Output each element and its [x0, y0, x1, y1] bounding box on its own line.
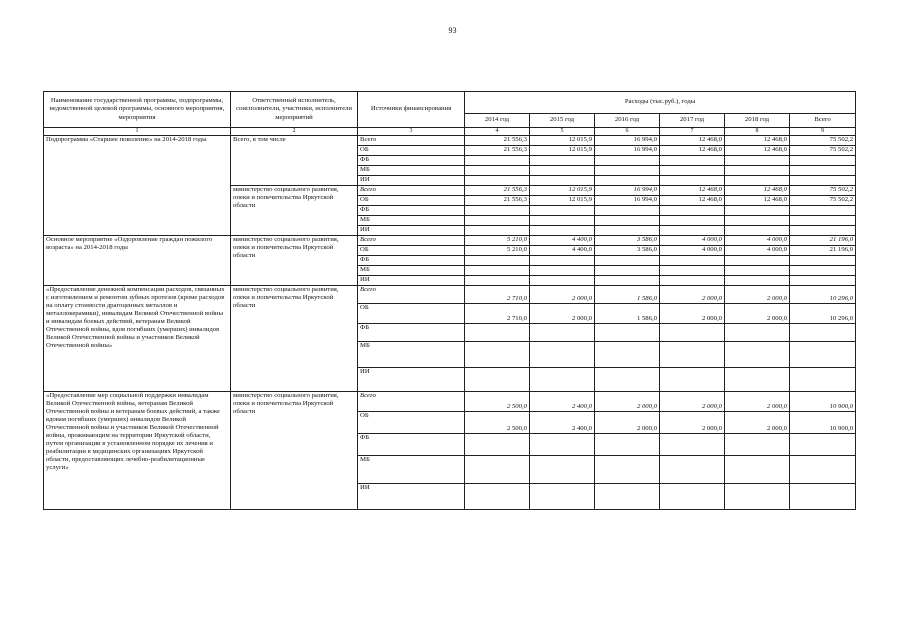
value-cell: 4 000,0 — [725, 246, 790, 256]
header-year: 2018 год — [725, 114, 790, 128]
source-total: Всего — [358, 236, 465, 246]
executor-cell: министерство социального развития, опеки и попечительства Иркутской области — [231, 186, 358, 236]
value-cell: 2 400,0 — [530, 392, 595, 412]
source-total: Всего — [358, 286, 465, 304]
source-total: Всего — [358, 392, 465, 412]
value-cell: 2 710,0 — [465, 304, 530, 324]
column-number: 5 — [530, 128, 595, 136]
value-cell: 4 000,0 — [660, 246, 725, 256]
value-cell: 4 400,0 — [530, 246, 595, 256]
value-cell: 12 468,0 — [660, 136, 725, 146]
column-number: 7 — [660, 128, 725, 136]
value-cell: 12 015,9 — [530, 136, 595, 146]
value-cell: 21 196,0 — [790, 236, 856, 246]
measure-name: «Предоставление денежной компенсации расходов, связанных с изготовлением и ремонтом зубных протезов (кроме расходов на оплату стоимости драгоценных металлов и металлокерамики), инвалидам Великой Отечественной войны и инвалидам боевых действий, ветеранам Великой Отечественной войны, вдов погибших (умерших) инвалидов Великой Отечественной войны и участников Великой Отечественной войны» — [44, 286, 231, 392]
value-cell: 75 502,2 — [790, 196, 856, 206]
value-cell: 2 000,0 — [595, 392, 660, 412]
source-fb: ФБ — [358, 206, 465, 216]
value-cell: 12 468,0 — [660, 196, 725, 206]
source-mb: МБ — [358, 266, 465, 276]
measure-name: «Предоставление мер социальной поддержки инвалидам Великой Отечественной войны, ветеранам Великой Отечественной войны и ветеранам боевых действий, а также вдовам погибших (умерших) инвалидов Великой Отечественной войны и участников Великой Отечественной войны, проживающим на территории Иркутской области, путем организации в установленном порядке их лечения и реабилитации в медицинских организациях Иркутской области, предоставляющих лечебно-реабилитационные услуги» — [44, 392, 231, 510]
table-row — [44, 236, 856, 246]
value-cell: 5 210,0 — [465, 236, 530, 246]
column-number: 4 — [465, 128, 530, 136]
source-ii: ИИ — [358, 176, 465, 186]
value-cell: 2 000,0 — [660, 392, 725, 412]
value-cell: 16 994,0 — [595, 186, 660, 196]
value-cell: 4 000,0 — [660, 236, 725, 246]
page-number: 93 — [448, 26, 457, 35]
source-fb: ФБ — [358, 434, 465, 456]
value-cell: 3 586,0 — [595, 246, 660, 256]
value-cell: 10 296,0 — [790, 304, 856, 324]
value-cell: 21 196,0 — [790, 246, 856, 256]
source-ii: ИИ — [358, 226, 465, 236]
value-cell: 2 000,0 — [530, 304, 595, 324]
value-cell: 3 586,0 — [595, 236, 660, 246]
column-number: 6 — [595, 128, 660, 136]
table-row — [44, 392, 856, 412]
value-cell: 2 000,0 — [725, 412, 790, 434]
value-cell: 4 400,0 — [530, 236, 595, 246]
value-cell: 4 000,0 — [725, 236, 790, 246]
value-cell: 10 900,0 — [790, 392, 856, 412]
value-cell: 2 000,0 — [530, 286, 595, 304]
value-cell: 16 994,0 — [595, 146, 660, 156]
source-mb: МБ — [358, 456, 465, 484]
source-fb: ФБ — [358, 256, 465, 266]
column-number: 3 — [358, 128, 465, 136]
column-number: 8 — [725, 128, 790, 136]
value-cell: 21 556,3 — [465, 136, 530, 146]
source-ob: ОБ — [358, 412, 465, 434]
source-total: Всего — [358, 136, 465, 146]
source-ob: ОБ — [358, 146, 465, 156]
source-ob: ОБ — [358, 304, 465, 324]
value-cell: 2 000,0 — [660, 412, 725, 434]
source-ob: ОБ — [358, 196, 465, 206]
value-cell: 75 502,2 — [790, 146, 856, 156]
value-cell: 12 468,0 — [725, 186, 790, 196]
program-name: Подпрограмма «Старшее поколение» на 2014-2018 годы — [44, 136, 231, 236]
header-source: Источники финансирования — [358, 92, 465, 128]
value-cell: 1 586,0 — [595, 286, 660, 304]
executor-cell: Всего, в том числе — [231, 136, 358, 186]
value-cell: 12 468,0 — [660, 186, 725, 196]
value-cell: 12 015,9 — [530, 186, 595, 196]
source-mb: МБ — [358, 342, 465, 368]
value-cell: 16 994,0 — [595, 196, 660, 206]
value-cell: 12 468,0 — [725, 146, 790, 156]
header-executor: Ответственный исполнитель, соисполнители, участники, исполнители мероприятий — [231, 92, 358, 128]
value-cell: 2 000,0 — [660, 304, 725, 324]
value-cell: 21 556,3 — [465, 186, 530, 196]
value-cell: 2 000,0 — [725, 392, 790, 412]
value-cell: 2 500,0 — [465, 412, 530, 434]
source-mb: МБ — [358, 166, 465, 176]
header-expenses: Расходы (тыс.руб.), годы — [465, 92, 856, 114]
value-cell: 2 000,0 — [660, 286, 725, 304]
header-name: Наименование государственной программы, подпрограммы, ведомственной целевой программы, основного мероприятия, мероприятия — [44, 92, 231, 128]
header-year: 2016 год — [595, 114, 660, 128]
table-row — [44, 136, 856, 146]
value-cell: 12 468,0 — [725, 136, 790, 146]
header-year: 2014 год — [465, 114, 530, 128]
source-ob: ОБ — [358, 246, 465, 256]
value-cell: 12 015,9 — [530, 196, 595, 206]
value-cell: 12 468,0 — [725, 196, 790, 206]
budget-table — [43, 91, 856, 510]
table-row — [44, 286, 856, 304]
value-cell: 21 556,3 — [465, 146, 530, 156]
source-total: Всего — [358, 186, 465, 196]
value-cell: 75 502,2 — [790, 186, 856, 196]
value-cell: 12 015,9 — [530, 146, 595, 156]
value-cell: 2 400,0 — [530, 412, 595, 434]
executor-cell: министерство социального развития, опеки и попечительства Иркутской области — [231, 286, 358, 392]
header-year: 2015 год — [530, 114, 595, 128]
source-ii: ИИ — [358, 368, 465, 392]
value-cell: 2 000,0 — [725, 286, 790, 304]
value-cell: 21 556,3 — [465, 196, 530, 206]
value-cell: 5 210,0 — [465, 246, 530, 256]
value-cell: 1 586,0 — [595, 304, 660, 324]
value-cell: 2 710,0 — [465, 286, 530, 304]
header-year-total: Всего — [790, 114, 856, 128]
source-fb: ФБ — [358, 156, 465, 166]
source-ii: ИИ — [358, 484, 465, 510]
source-mb: МБ — [358, 216, 465, 226]
value-cell: 2 500,0 — [465, 392, 530, 412]
column-number-row — [44, 128, 856, 136]
value-cell: 2 000,0 — [595, 412, 660, 434]
measure-name: Основное мероприятие «Оздоровление граждан пожилого возраста» на 2014-2018 годы — [44, 236, 231, 286]
value-cell: 2 000,0 — [725, 304, 790, 324]
value-cell: 10 296,0 — [790, 286, 856, 304]
value-cell: 12 468,0 — [660, 146, 725, 156]
source-fb: ФБ — [358, 324, 465, 342]
executor-cell: министерство социального развития, опеки и попечительства Иркутской области — [231, 236, 358, 286]
column-number: 2 — [231, 128, 358, 136]
value-cell: 10 900,0 — [790, 412, 856, 434]
executor-cell: министерство социального развития, опеки и попечительства Иркутской области — [231, 392, 358, 510]
source-ii: ИИ — [358, 276, 465, 286]
header-year: 2017 год — [660, 114, 725, 128]
value-cell: 75 502,2 — [790, 136, 856, 146]
column-number: 9 — [790, 128, 856, 136]
value-cell: 16 994,0 — [595, 136, 660, 146]
column-number: 1 — [44, 128, 231, 136]
